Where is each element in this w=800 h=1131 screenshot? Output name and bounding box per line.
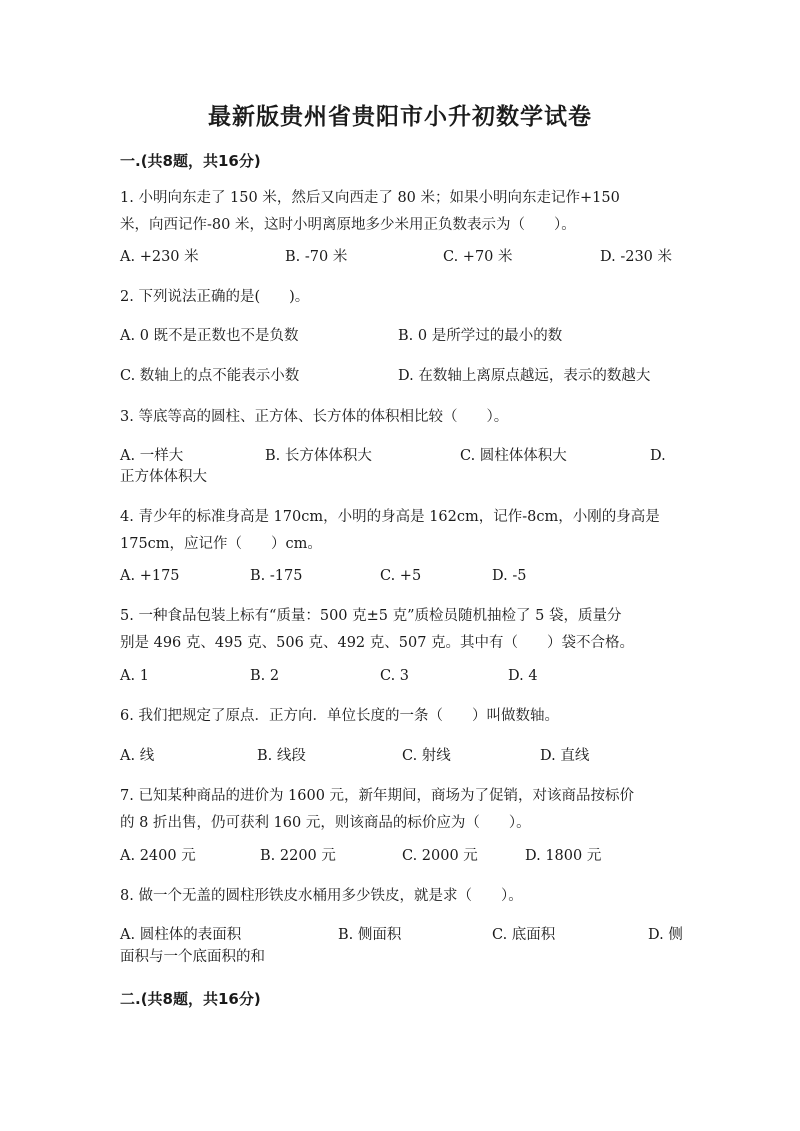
question-4-options <box>120 563 685 590</box>
question-1 <box>120 185 685 239</box>
question-1-options <box>120 244 685 271</box>
question-2-options-row-2 <box>120 363 685 390</box>
option-d: D. 4 <box>508 668 538 684</box>
option-a: A. 1 <box>120 668 149 684</box>
option-b: B. 2200 元 <box>260 848 336 864</box>
option-a: A. +230 米 <box>120 249 199 265</box>
option-c: C. +5 <box>380 568 422 584</box>
question-stem-line: 3. 等底等高的圆柱、正方体、长方体的体积相比较（ ）。 <box>120 409 509 425</box>
question-2-options-row-1 <box>120 323 685 350</box>
question-stem-line: 别是 496 克、495 克、506 克、492 克、507 克。其中有（ ）袋不合格。 <box>120 635 635 651</box>
question-5-options <box>120 663 685 690</box>
question-5 <box>120 603 685 657</box>
question-3 <box>120 404 685 431</box>
question-4 <box>120 504 685 558</box>
option-b: B. -70 米 <box>285 249 348 265</box>
section-heading-1: 一.(共8题，共16分) <box>120 152 261 170</box>
option-d-continued: 面积与一个底面积的和 <box>120 949 265 965</box>
option-c: C. 3 <box>380 668 410 684</box>
option-b: B. 线段 <box>257 748 306 764</box>
option-a: A. +175 <box>120 568 180 584</box>
question-stem-line: 4. 青少年的标准身高是 170cm，小明的身高是 162cm，记作-8cm，小刚的身高是 <box>120 509 660 525</box>
question-stem-line: 7. 已知某种商品的进价为 1600 元，新年期间，商场为了促销，对该商品按标价 <box>120 788 635 804</box>
option-d: D. 直线 <box>540 748 590 764</box>
question-stem-line: 8. 做一个无盖的圆柱形铁皮水桶用多少铁皮，就是求（ ）。 <box>120 888 523 904</box>
option-d: D. 1800 元 <box>525 848 602 864</box>
question-7-options <box>120 843 685 870</box>
question-stem-line: 2. 下列说法正确的是( )。 <box>120 289 310 305</box>
option-c: C. 射线 <box>402 748 451 764</box>
question-stem-line: 175cm，应记作（ ）cm。 <box>120 536 322 552</box>
option-c: C. 2000 元 <box>402 848 478 864</box>
option-d: D. 在数轴上离原点越远，表示的数越大 <box>398 368 651 384</box>
question-stem-line: 米，向西记作-80 米，这时小明离原地多少米用正负数表示为（ ）。 <box>120 217 576 233</box>
option-c: C. 数轴上的点不能表示小数 <box>120 368 300 384</box>
option-c: C. 底面积 <box>492 927 556 943</box>
option-b: B. 2 <box>250 668 280 684</box>
option-a: A. 线 <box>120 748 155 764</box>
option-b: B. 侧面积 <box>338 927 402 943</box>
question-8 <box>120 883 685 910</box>
question-6 <box>120 703 685 730</box>
option-d: D. -5 <box>492 568 527 584</box>
option-a: A. 0 既不是正数也不是负数 <box>120 328 299 344</box>
question-stem-line: 1. 小明向东走了 150 米，然后又向西走了 80 米；如果小明向东走记作+150 <box>120 190 620 206</box>
option-d: D. -230 米 <box>600 249 673 265</box>
option-b: B. 长方体体积大 <box>265 448 372 464</box>
question-stem-line: 5. 一种食品包装上标有“质量：500 克±5 克”质检员随机抽检了 5 袋，质量分 <box>120 608 622 624</box>
option-a: A. 圆柱体的表面积 <box>120 927 242 943</box>
option-c: C. 圆柱体体积大 <box>460 448 567 464</box>
option-a: A. 2400 元 <box>120 848 196 864</box>
option-b: B. 0 是所学过的最小的数 <box>398 328 563 344</box>
option-d: D. <box>650 448 666 464</box>
option-d: D. 侧 <box>648 927 683 943</box>
section-heading-2: 二.(共8题，共16分) <box>120 990 261 1008</box>
question-stem-line: 6. 我们把规定了原点．正方向．单位长度的一条（ ）叫做数轴。 <box>120 708 559 724</box>
question-6-options <box>120 743 685 770</box>
question-2 <box>120 284 685 311</box>
option-a: A. 一样大 <box>120 448 184 464</box>
option-c: C. +70 米 <box>443 249 513 265</box>
page-title: 最新版贵州省贵阳市小升初数学试卷 <box>208 104 592 130</box>
question-stem-line: 的 8 折出售，仍可获利 160 元，则该商品的标价应为（ ）。 <box>120 815 531 831</box>
option-b: B. -175 <box>250 568 303 584</box>
option-d-continued: 正方体体积大 <box>120 469 207 485</box>
question-7 <box>120 783 685 837</box>
